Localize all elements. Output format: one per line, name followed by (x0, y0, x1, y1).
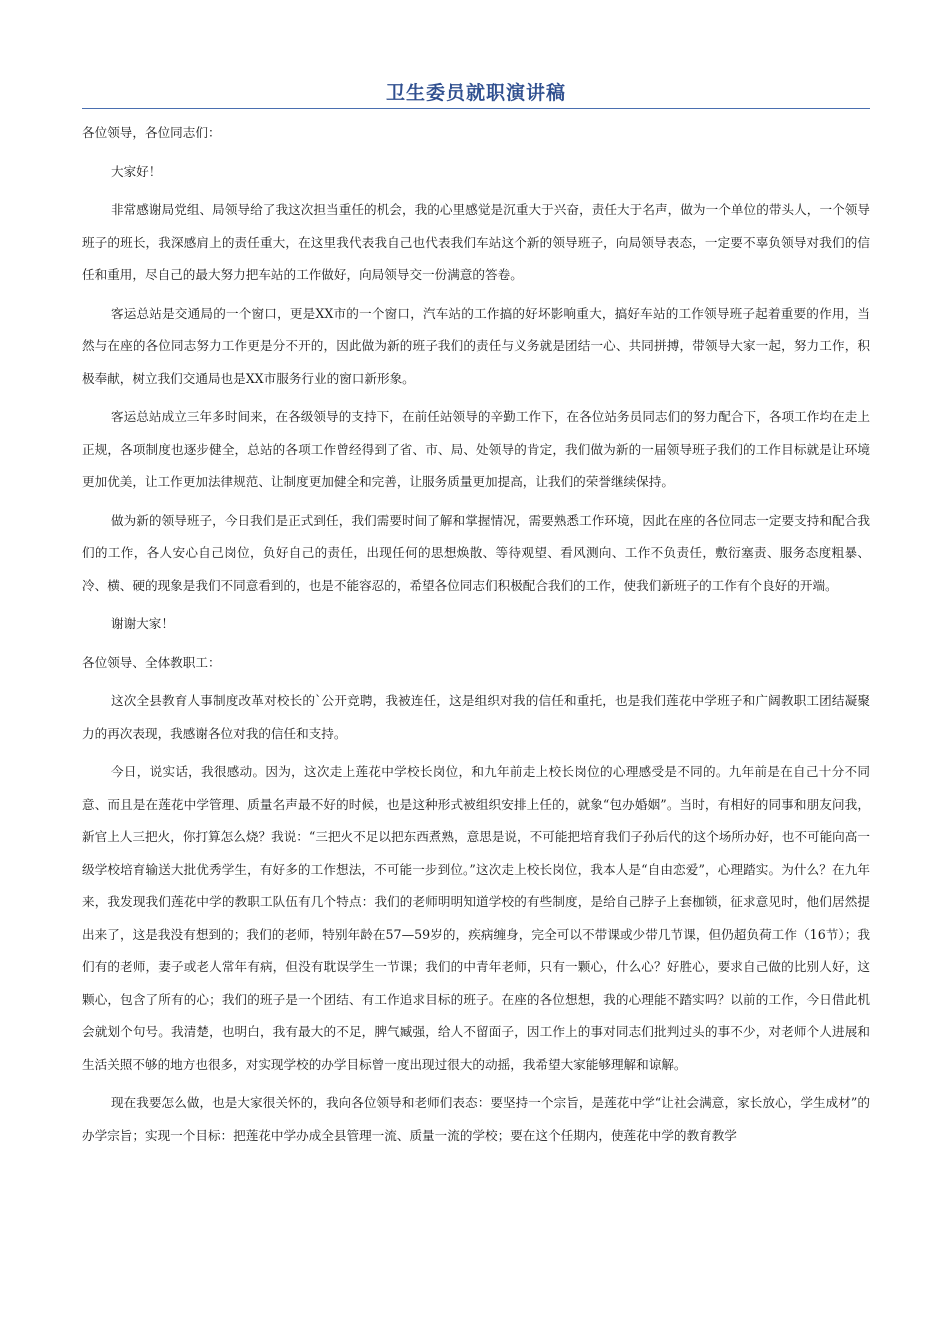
document-body (82, 117, 870, 1152)
body-paragraph: 做为新的领导班子，今日我们是正式到任，我们需要时间了解和掌握情况，需要熟悉工作环境，因此在座的各位同志一定要支持和配合我们的工作，各人安心自己岗位，负好自己的责任，出现任何的思想焕散、等待观望、看风测向、工作不负责任，敷衍塞责、服务态度粗暴、冷、横、硬的现象是我们不同意看到的，也是不能容忍的，希望各位同志们积极配合我们的工作，使我们新班子的工作有个良好的开端。 (82, 512, 870, 593)
body-paragraph: 这次全县教育人事制度改革对校长的`公开竞聘，我被连任，这是组织对我的信任和重托，也是我们莲花中学班子和广阔教职工团结凝聚力的再次表现，我感谢各位对我的信任和支持。 (82, 693, 870, 741)
document-title: 卫生委员就职演讲稿 (385, 82, 566, 104)
body-paragraph: 非常感谢局党组、局领导给了我这次担当重任的机会，我的心里感觉是沉重大于兴奋，责任大于名声，做为一个单位的带头人，一个领导班子的班长，我深感肩上的责任重大，在这里我代表我自己也代表我们车站这个新的领导班子，向局领导表态，一定要不辜负领导对我们的信任和重用，尽自己的最大努力把车站的工作做好，向局领导交一份满意的答卷。 (82, 202, 870, 282)
body-paragraph: 各位领导、全体教职工： (82, 654, 221, 670)
body-paragraph: 现在我要怎么做，也是大家很关怀的，我向各位领导和老师们表态：要坚持一个宗旨，是莲花中学“让社会满意，家长放心，学生成材”的办学宗旨；实现一个目标：把莲花中学办成全县管理一流、质量一流的学校；要在这个任期内，使莲花中学的教育教学 (82, 1095, 870, 1143)
body-paragraph: 大家好！ (110, 163, 162, 179)
body-paragraph: 谢谢大家！ (110, 616, 174, 631)
body-paragraph: 客运总站是交通局的一个窗口，更是XX市的一个窗口，汽车站的工作搞的好坏影响重大，搞好车站的工作领导班子起着重要的作用，当然与在座的各位同志努力工作更是分不开的，因此做为新的班子我们的责任与义务就是团结一心、共同拼搏，带领导大家一起，努力工作，积极奉献，树立我们交通局也是XX市服务行业的窗口新形象。 (82, 305, 870, 386)
body-paragraph: 各位领导，各位同志们： (82, 125, 221, 140)
body-paragraph: 客运总站成立三年多时间来，在各级领导的支持下，在前任站领导的辛勤工作下，在各位站务员同志们的努力配合下，各项工作均在走上正规，各项制度也逐步健全，总站的各项工作曾经得到了省、市、局、处领导的肯定，我们做为新的一届领导班子我们的工作目标就是让环境更加优美，让工作更加法律规范、让制度更加健全和完善，让服务质量更加提高，让我们的荣誉继续保持。 (82, 409, 870, 489)
title-underline (82, 108, 870, 109)
document-page (82, 78, 870, 1158)
body-paragraph: 今日，说实话，我很感动。因为，这次走上莲花中学校长岗位，和九年前走上校长岗位的心理感受是不同的。九年前是在自己十分不同意、而且是在莲花中学管理、质量名声最不好的时候，也是这种形式被组织安排上任的，就象“包办婚姻”。当时，有相好的同事和朋友问我，新官上人三把火，你打算怎么烧？我说：“三把火不足以把东西煮熟，意思是说，不可能把培育我们子孙后代的这个场所办好，也不可能向高一级学校培育输送大批优秀学生，有好多的工作想法，不可能一步到位。”这次走上校长岗位，我本人是“自由恋爱”，心理踏实。为什么？在九年来，我发现我们莲花中学的教职工队伍有几个特点：我们的老师明明知道学校的有些制度，是给自己脖子上套枷锁，征求意见时，他们居然提出来了，这是我没有想到的；我们的老师，特别年龄在57—59岁的，疾病缠身，完全可以不带课或少带几节课，但仍超负荷工作（16节）；我们有的老师，妻子或老人常年有病，但没有耽误学生一节课；我们的中青年老师，只有一颗心，什么心？好胜心，要求自己做的比别人好，这颗心，包含了所有的心；我们的班子是一个团结、有工作追求目标的班子。在座的各位想想，我的心理能不踏实吗？以前的工作，今日借此机会就划个句号。我清楚，也明白，我有最大的不足，脾气臧强，给人不留面子，因工作上的事对同志们批判过头的事不少，对老师个人进展和生活关照不够的地方也很多，对实现学校的办学目标曾一度出现过很大的动摇，我希望大家能够理解和谅解。 (82, 764, 870, 1072)
